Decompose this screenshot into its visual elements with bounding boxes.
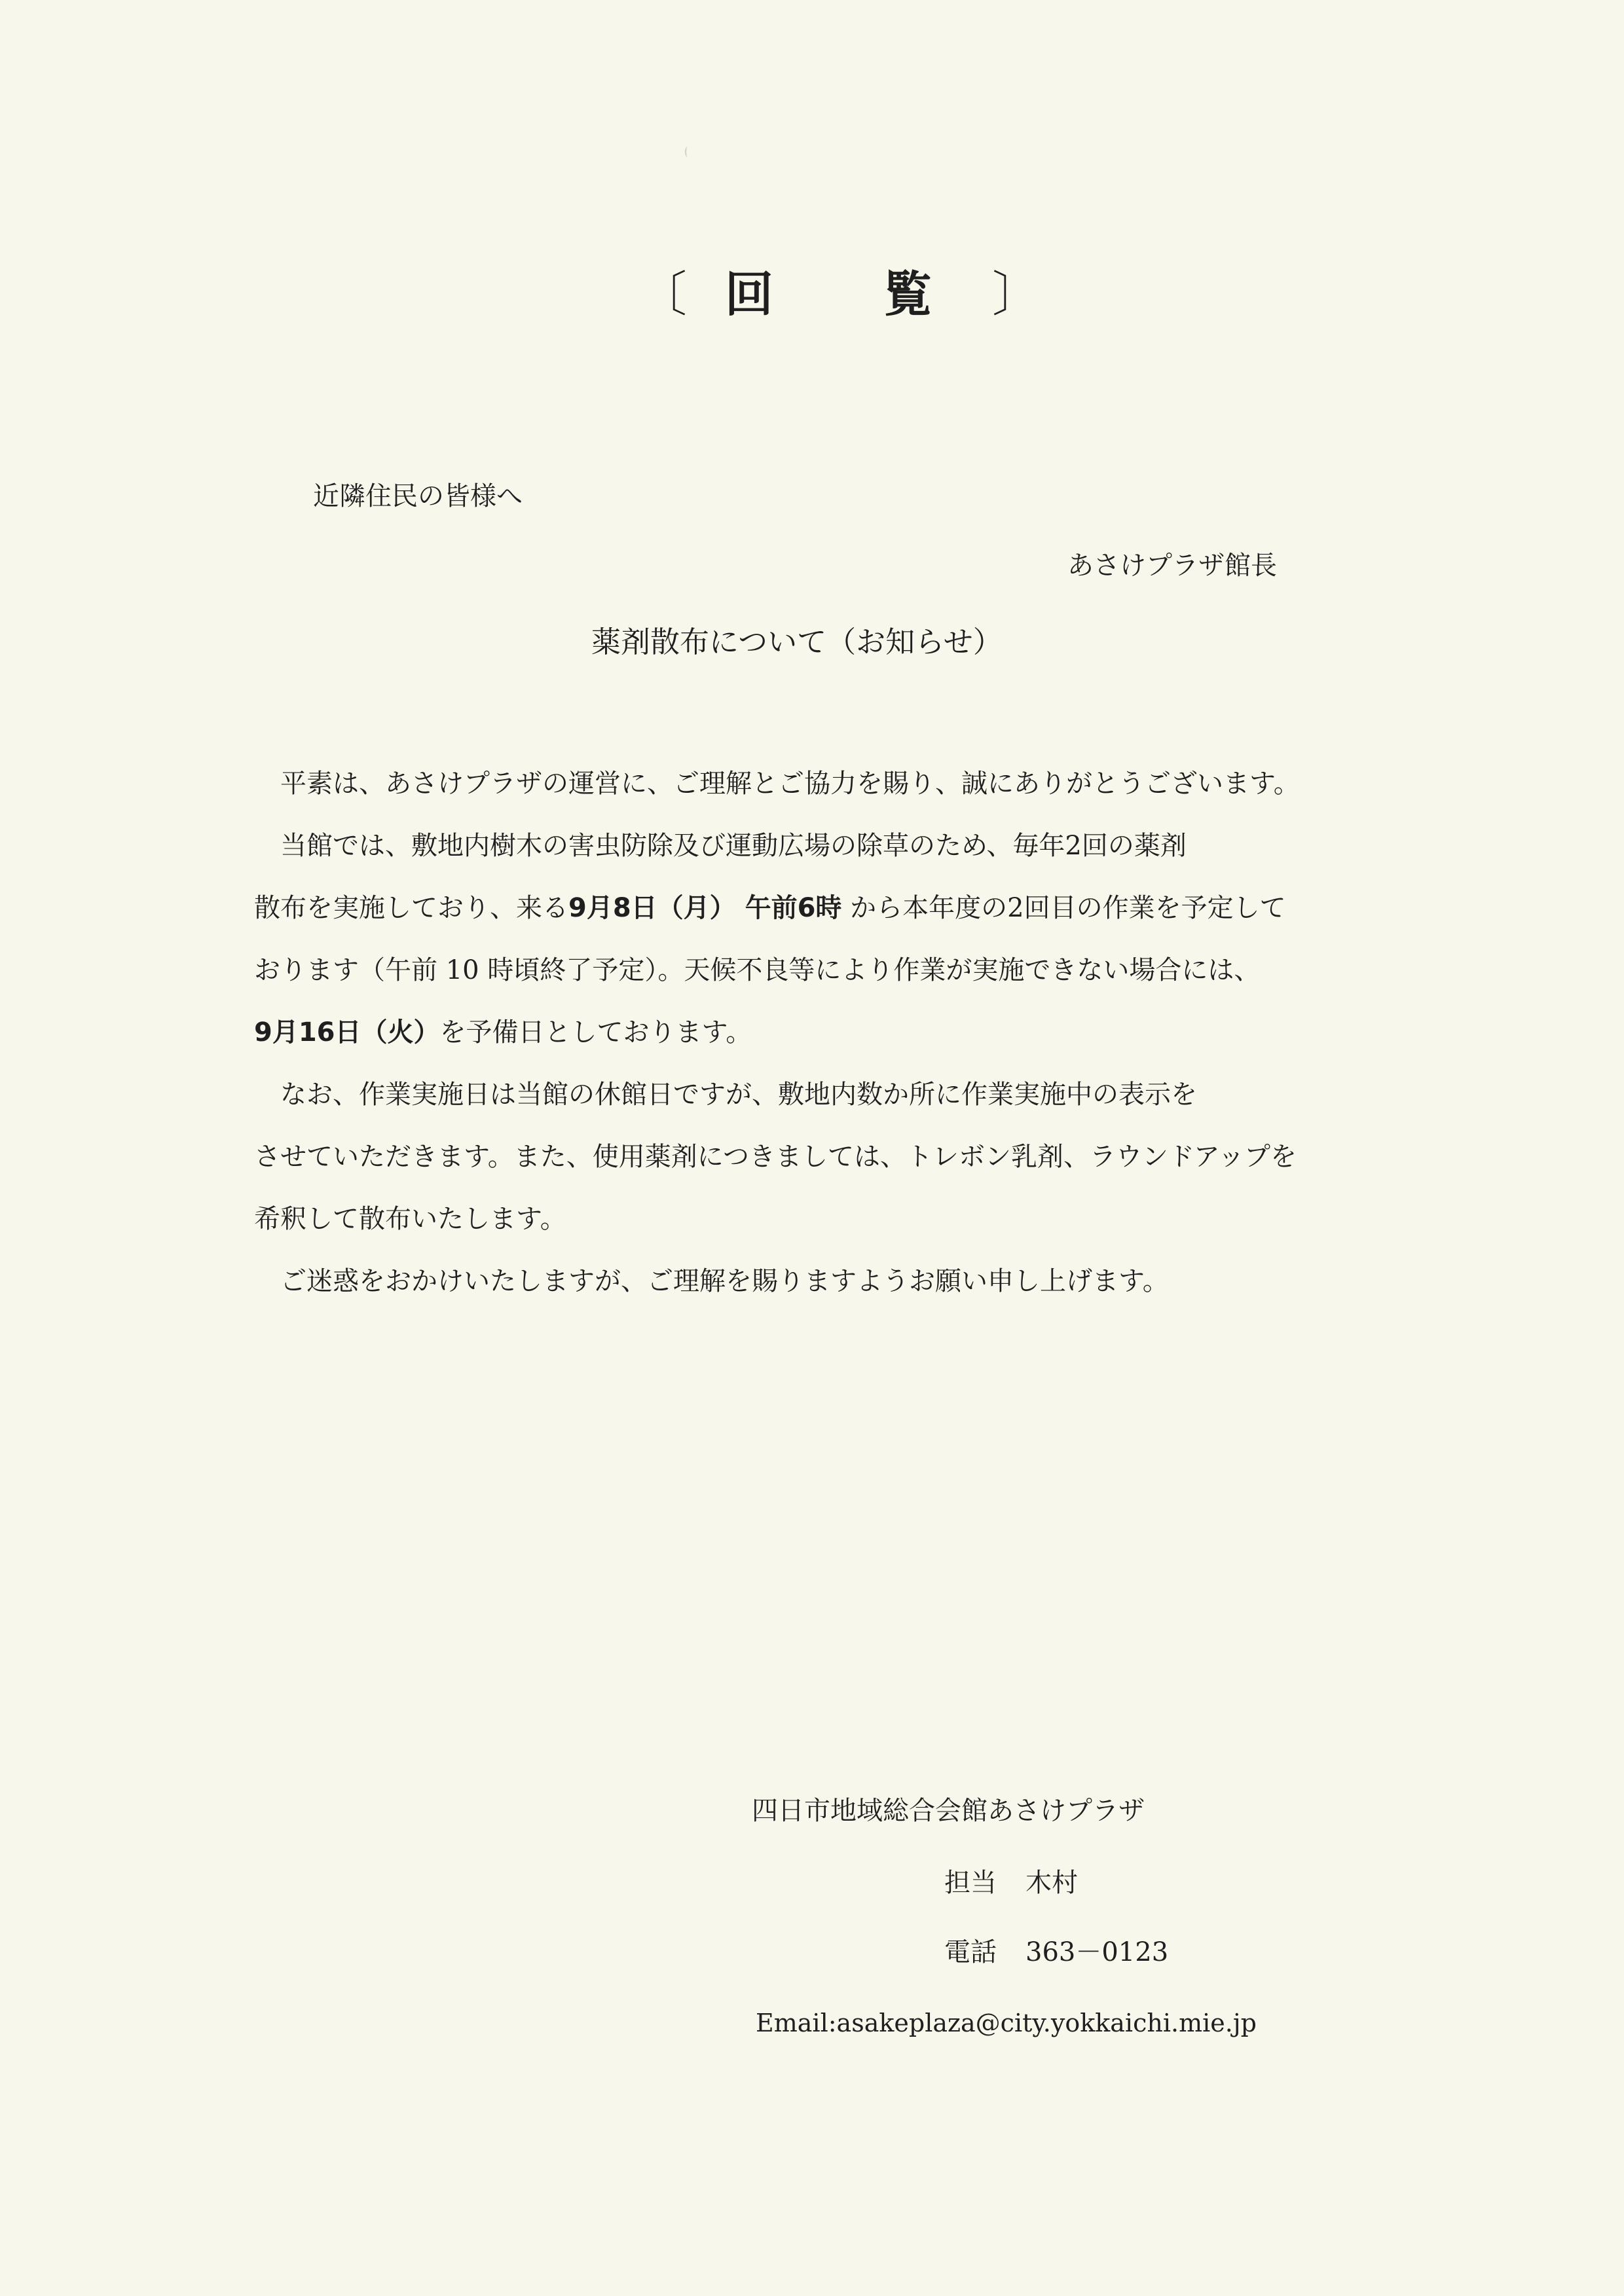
title-char-2: 覧 (883, 266, 932, 323)
email-address: Email:asakeplaza@city.yokkaichi.mie.jp (756, 2009, 1257, 2037)
schedule-text-a: 散布を実施しており、来る (254, 893, 568, 923)
sender: あさけプラザ館長 (1067, 551, 1277, 581)
subject-heading: 薬剤散布について（お知らせ） (591, 625, 1003, 659)
document-title (638, 262, 1041, 327)
body-text (254, 753, 1407, 1313)
paragraph-schedule-line-1: 当館では、敷地内樹木の害虫防除及び運動広場の除草のため、毎年2回の薬剤 (280, 831, 1187, 861)
title-bracket-close: 〕 (992, 266, 1041, 323)
spray-date: 9月8日（月） 午前6時 (568, 893, 842, 923)
reserve-date: 9月16日（火） (254, 1017, 440, 1048)
paragraph-schedule-line-3: おります（午前 10 時頃終了予定）。天候不良等により作業が実施できない場合には、 (254, 955, 1261, 985)
staff-label: 担当 (944, 1868, 997, 1898)
paragraph-greeting: 平素は、あさけプラザの運営に、ご理解とご協力を賜り、誠にありがとうございます。 (280, 769, 1300, 799)
organization-name: 四日市地域総合会館あさけプラザ (752, 1796, 1145, 1826)
tel-label: 電話 (944, 1937, 997, 1967)
paragraph-notice-line-2: させていただきます。また、使用薬剤につきましては、トレボン乳剤、ラウンドアップを (254, 1142, 1297, 1172)
schedule-text-b: から本年度の2回目の作業を予定して (841, 893, 1286, 923)
paper-speck (685, 147, 690, 157)
staff-contact (944, 1863, 1078, 1903)
addressee: 近隣住民の皆様へ (313, 481, 523, 511)
paragraph-schedule-line-2 (254, 877, 1407, 939)
paragraph-schedule-line-4 (254, 1002, 1407, 1064)
paragraph-notice-line-1: なお、作業実施日は当館の休館日ですが、敷地内数か所に作業実施中の表示を (280, 1080, 1197, 1110)
paragraph-notice-line-3: 希釈して散布いたします。 (254, 1204, 566, 1234)
tel-number: 363－0123 (1025, 1937, 1169, 1967)
title-char-1: 回 (725, 266, 773, 323)
staff-name: 木村 (1025, 1868, 1078, 1898)
title-bracket-open: 〔 (638, 266, 687, 323)
telephone (944, 1933, 1168, 1972)
reserve-text: を予備日としております。 (439, 1017, 752, 1048)
paragraph-closing: ご迷惑をおかけいたしますが、ご理解を賜りますようお願い申し上げます。 (280, 1266, 1169, 1296)
